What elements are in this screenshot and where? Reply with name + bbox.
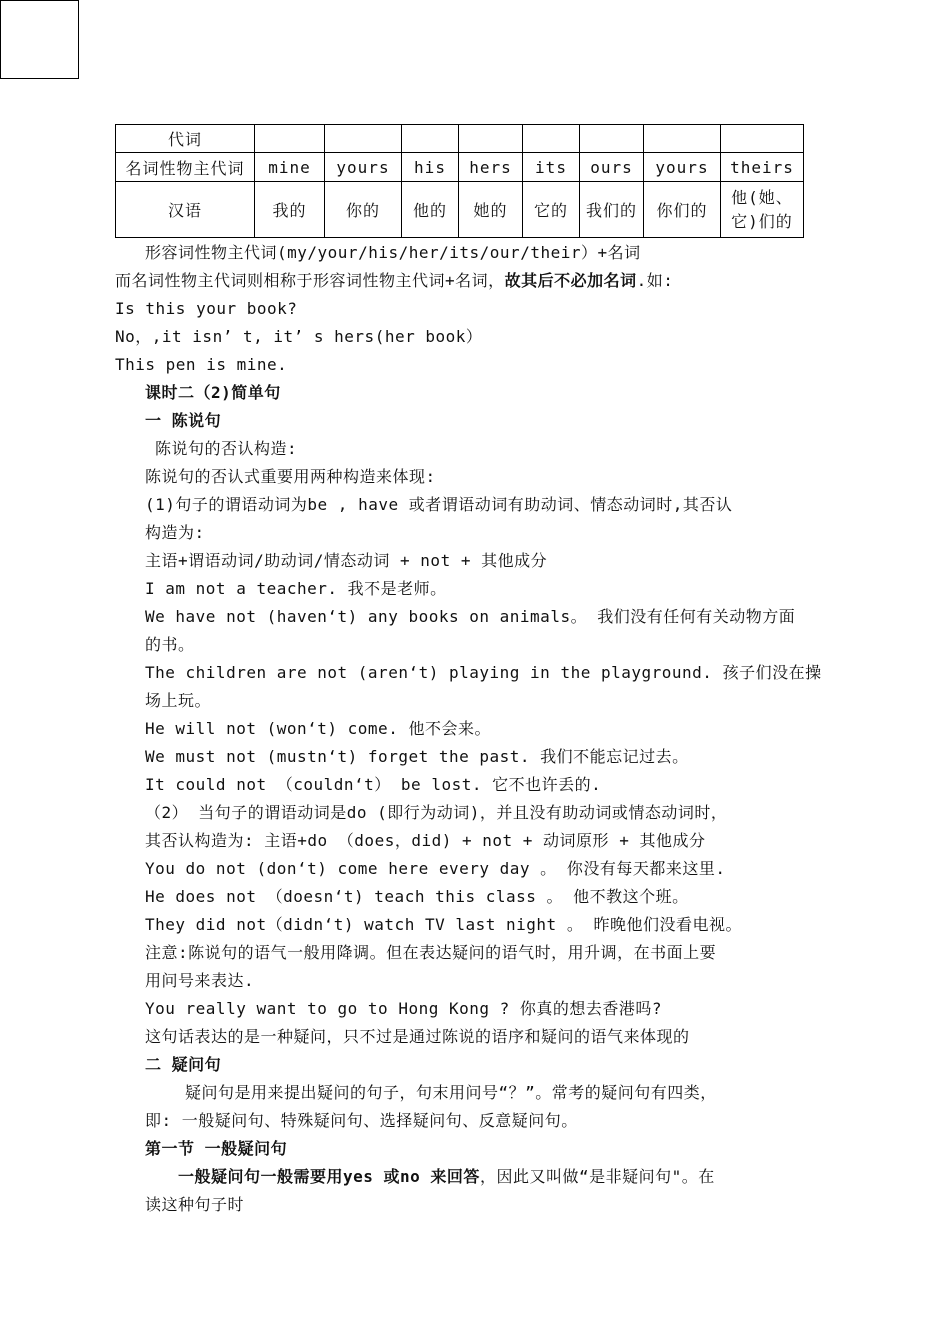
table-row [116, 125, 804, 153]
table-cell: 你们的 [644, 182, 721, 238]
table-cell: its [523, 153, 580, 182]
text-line: Is this your book? [115, 299, 298, 318]
text-line: You do not (don‘t) come here every day 。 你没有每天都来这里. [145, 859, 726, 878]
table-cell: hers [459, 153, 523, 182]
text-line: 形容词性物主代词(my/your/his/her/its/our/their）+名词 [145, 243, 641, 262]
table-cell [325, 125, 402, 153]
text-line: 一般疑问句一般需要用yes 或no 来回答，因此又叫做“是非疑问句"。在 [178, 1167, 715, 1186]
text-line: It could not （couldn‘t） be lost. 它不也许丢的. [145, 775, 602, 794]
text-line: （2） 当句子的谓语动词是do (即行为动词)，并且没有助动词或情态动词时， [145, 803, 728, 822]
text-line: 用问号来表达. [145, 971, 255, 990]
table-cell: 名词性物主代词 [116, 153, 255, 182]
text-line: 构造为: [145, 523, 205, 542]
section-heading: 第一节 一般疑问句 [145, 1139, 288, 1158]
table-cell: 我的 [255, 182, 325, 238]
table-cell: 我们的 [580, 182, 644, 238]
table-cell: mine [255, 153, 325, 182]
table-cell: 你的 [325, 182, 402, 238]
table-cell: 他(她、它)们的 [721, 182, 804, 238]
table-cell [721, 125, 804, 153]
text-line: (1)句子的谓语动词为be , have 或者谓语动词有助动词、情态动词时,其否认 [145, 495, 733, 514]
pronoun-table [115, 124, 804, 238]
table-cell [255, 125, 325, 153]
table-cell [644, 125, 721, 153]
table-cell [402, 125, 459, 153]
table-cell: 她的 [459, 182, 523, 238]
table-row [116, 153, 804, 182]
table-cell: yours [644, 153, 721, 182]
table-cell: yours [325, 153, 402, 182]
text-line: We must not (mustn‘t) forget the past. 我们不能忘记过去。 [145, 747, 689, 766]
text-line: He will not (won‘t) come. 他不会来。 [145, 719, 491, 738]
text-line: We have not (haven‘t) any books on animals。 我们没有任何有关动物方面 [145, 607, 796, 626]
table-cell [580, 125, 644, 153]
text-line: This pen is mine. [115, 355, 288, 374]
text-line: 主语+谓语动词/助动词/情态动词 + not + 其他成分 [145, 551, 548, 570]
text-line: No，,it isn’ t, it’ s hers(her book） [115, 327, 483, 346]
table-cell: 代词 [116, 125, 255, 153]
text-line: 疑问句是用来提出疑问的句子，句末用问号“？”。常考的疑问句有四类， [185, 1083, 717, 1102]
text-line: 而名词性物主代词则相称于形容词性物主代词+名词，故其后不必加名词.如: [115, 271, 674, 290]
section-heading: 课时二（2)简单句 [145, 383, 281, 402]
text-line: 陈说句的否认式重要用两种构造来体现: [145, 467, 436, 486]
section-heading: 二 疑问句 [145, 1055, 222, 1074]
text-line: He does not （doesn‘t) teach this class 。 他不教这个班。 [145, 887, 689, 906]
text-line: 陈说句的否认构造: [155, 439, 298, 458]
text-line: 注意:陈说句的语气一般用降调。但在表达疑问的语气时，用升调，在书面上要 [145, 943, 717, 962]
table-cell: 他的 [402, 182, 459, 238]
table-cell [459, 125, 523, 153]
text-line: 其否认构造为: 主语+do （does，did) + not + 动词原形 + 其他成分 [145, 831, 706, 850]
table-cell [523, 125, 580, 153]
text-line: The children are not (aren‘t) playing in the playground. 孩子们没在操 [145, 663, 822, 682]
table-cell: his [402, 153, 459, 182]
text-line: I am not a teacher. 我不是老师。 [145, 579, 447, 598]
text-line: 的书。 [145, 635, 195, 654]
text-line: 即: 一般疑问句、特殊疑问句、选择疑问句、反意疑问句。 [145, 1111, 578, 1130]
section-heading: 一 陈说句 [145, 411, 222, 430]
table-cell: theirs [721, 153, 804, 182]
text-line: 场上玩。 [145, 691, 212, 710]
table-cell: ours [580, 153, 644, 182]
text-line: You really want to go to Hong Kong ? 你真的想去香港吗? [145, 999, 663, 1018]
table-cell: 汉语 [116, 182, 255, 238]
corner-box [0, 0, 79, 79]
table-cell: 它的 [523, 182, 580, 238]
text-line: 这句话表达的是一种疑问，只不过是通过陈说的语序和疑问的语气来体现的 [145, 1027, 690, 1046]
text-line: 读这种句子时 [145, 1195, 245, 1214]
text-line: They did not（didn‘t) watch TV last night 。 昨晚他们没看电视。 [145, 915, 742, 934]
table-row [116, 182, 804, 238]
